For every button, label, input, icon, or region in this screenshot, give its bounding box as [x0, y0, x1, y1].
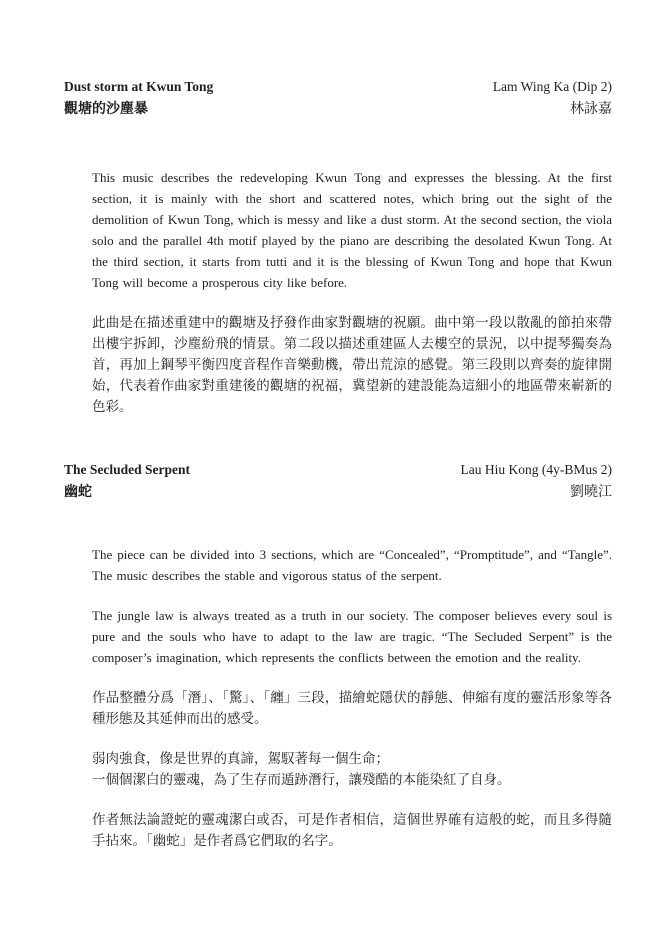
composer-block: [493, 76, 612, 121]
program-note-en: The jungle law is always treated as a truth in our society. The composer believes every soul is pure and the souls who have to adapt to the law are tragic. “The Secluded Serpent” is the composer’s imagination, which represents the conflicts between the emotion and the reality.: [92, 608, 612, 665]
program-note-zh: 作者無法論證蛇的靈魂潔白或否，可是作者相信，這個世界確有這般的蛇，而且多得隨手拈來。「幽蛇」是作者爲它們取的名字。: [92, 812, 612, 848]
piece-header: [64, 76, 612, 121]
program-note-zh: 此曲是在描述重建中的觀塘及抒發作曲家對觀塘的祝願。曲中第一段以散亂的節拍來帶出樓宇拆卸，沙塵紛飛的情景。第二段以描述重建區人去樓空的景況，以中提琴獨奏為首，再加上鋼琴平衡四度音程作音樂動機，帶出荒涼的感覺。第三段則以齊奏的旋律開始，代表着作曲家對重建後的觀塘的祝福，冀望新的建設能為這細小的地區帶來嶄新的色彩。: [92, 315, 612, 414]
piece-title-zh: 幽蛇: [64, 485, 92, 500]
couplet-line-1: 弱肉強食，像是世界的真諦，駕馭著每一個生命；: [92, 751, 389, 766]
program-note-en: This music describes the redeveloping Kwun Tong and expresses the blessing. At the first section, it is mainly with the short and scattered notes, which bring out the sight of the demolition of Kwun Tong, which is messy and like a dust storm. At the second section, the viola solo and the parallel 4th motif played by the piano are describing the desolated Kwun Tong. At the third section, it starts from tutti and it is the blessing of Kwun Tong and hope that Kwun Tong will become a prosperous city like before.: [92, 170, 612, 290]
piece-title-en: Dust storm at Kwun Tong: [64, 79, 214, 94]
piece-section-dust-storm: [64, 76, 612, 417]
composer-block: [461, 459, 613, 504]
piece-titles: [64, 459, 190, 504]
program-note-en: The piece can be divided into 3 sections, which are “Concealed”, “Promptitude”, and “Tangle”. The music describes the stable and vigorous status of the serpent.: [92, 547, 612, 583]
composer-name-zh: 劉曉江: [570, 485, 612, 500]
piece-section-secluded-serpent: [64, 459, 612, 851]
piece-title-zh: 觀塘的沙塵暴: [64, 102, 148, 117]
piece-titles: [64, 76, 213, 121]
composer-name-en: Lam Wing Ka (Dip 2): [492, 79, 612, 94]
piece-header: [64, 459, 612, 504]
piece-title-en: The Secluded Serpent: [64, 462, 191, 477]
couplet-line-2: 一個個潔白的靈魂，為了生存而遁跡潛行，讓殘酷的本能染紅了自身。: [92, 772, 511, 787]
program-note-zh-couplet: [92, 748, 612, 790]
composer-name-zh: 林詠嘉: [570, 102, 612, 117]
program-note-zh: 作品整體分爲「潛」、「驚」、「纏」三段，描繪蛇隱伏的靜態、伸縮有度的靈活形象等各種形態及其延伸而出的感受。: [92, 690, 612, 726]
composer-name-en: Lau Hiu Kong (4y-BMus 2): [460, 462, 612, 477]
